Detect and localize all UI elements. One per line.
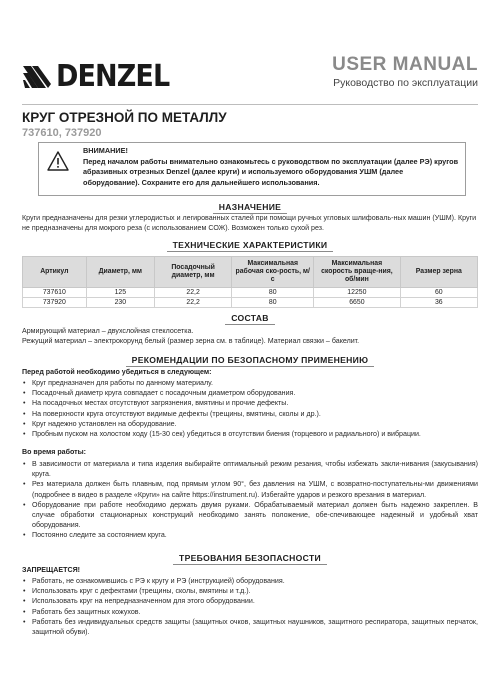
brand-logo bbox=[22, 59, 182, 94]
before-work-list bbox=[22, 378, 478, 439]
composition-heading-text: СОСТАВ bbox=[225, 313, 275, 325]
list-item: • Рез материала должен быть плавным, под прямым углом 90°, без давления на УШМ, с возвратно-поступательны-ми движениями (подробнее в видео в разделе «Круги» на сайте https://instrument.ru). Избегайте ударов и резкого врезания в материал. bbox=[22, 479, 478, 499]
list-item: • Работать без защитных кожухов. bbox=[22, 607, 478, 617]
specs-table bbox=[22, 256, 478, 308]
warning-box bbox=[38, 142, 466, 196]
list-item: • Работать, не ознакомившись с РЭ к кругу и РЭ (инструкцией) оборудования. bbox=[22, 576, 478, 586]
list-item: • Посадочный диаметр круга совпадает с посадочным диаметром оборудования. bbox=[22, 388, 478, 398]
manual-subtitle: Руководство по эксплуатации bbox=[333, 77, 478, 89]
table-cell: 60 bbox=[400, 288, 477, 298]
purpose-text: Круги предназначены для резки углеродистых и легированных сталей при помощи ручных угловых шлифоваль-ных машин (УШМ). Круги не предназначены для мокрого реза (с использованием СОЖ). Возможен только сухой рез. bbox=[22, 214, 477, 232]
warning-text-block bbox=[83, 146, 459, 188]
purpose-heading-text: НАЗНАЧЕНИЕ bbox=[213, 202, 287, 214]
document-header bbox=[22, 40, 478, 100]
list-item: • Работать без индивидуальных средств защиты (защитных очков, защитных наушников, защитного респиратора, защитных перчаток, защитной обуви). bbox=[22, 617, 478, 637]
denzel-logo-mark bbox=[22, 62, 52, 92]
safety-heading-text: РЕКОМЕНДАЦИИ ПО БЕЗОПАСНОМУ ПРИМЕНЕНИЮ bbox=[126, 355, 375, 367]
table-cell: 80 bbox=[232, 288, 314, 298]
list-item: • Использовать круг с дефектами (трещины, сколы, вмятины и т.д.). bbox=[22, 586, 478, 596]
col-header: Посадочный диаметр, мм bbox=[154, 257, 231, 288]
list-item: • На поверхности круга отсутствуют видимые дефекты (трещины, вмятины, сколы и др.). bbox=[22, 409, 478, 419]
warning-body: Перед началом работы внимательно ознакомьтесь с руководством по эксплуатации (далее РЭ) кругов абразивных отрезных Denzel (далее круги) и используемого оборудования УШМ (далее оборудование). Сохраните его для дальнейшего использования. bbox=[83, 156, 459, 187]
table-cell: 230 bbox=[86, 298, 154, 308]
col-header: Максимальная скорость враще-ния, об/мин bbox=[314, 257, 400, 288]
list-item: • Оборудование при работе необходимо держать двумя руками. Обрабатываемый материал должен быть надежно закреплен. В случае обработки стационарных конструкций необходимо занять положение, обе-спечивающее надежный и удобный хват оборудования. bbox=[22, 500, 478, 531]
table-cell: 737610 bbox=[23, 288, 87, 298]
table-cell: 737920 bbox=[23, 298, 87, 308]
warning-triangle-icon bbox=[47, 151, 69, 171]
prohibited-list bbox=[22, 576, 478, 637]
during-work-title: Во время работы: bbox=[22, 448, 87, 456]
table-cell: 12250 bbox=[314, 288, 400, 298]
product-articles: 737610, 737920 bbox=[22, 127, 102, 139]
logo-wordmark: DENZEL bbox=[56, 59, 170, 94]
table-cell: 36 bbox=[400, 298, 477, 308]
list-item: • Использовать круг на непредназначенном для этого оборудовании. bbox=[22, 596, 478, 606]
list-item: • Круг предназначен для работы по данному материалу. bbox=[22, 378, 478, 388]
list-item: • Пробным пуском на холостом ходу (15-30 сек) убедиться в отсутствии биения (торцевого и радиального) и вибрации. bbox=[22, 429, 478, 439]
list-item: • В зависимости от материала и типа изделия выбирайте оптимальный режим резания, чтобы избежать закли-нивания (закусывания) круга. bbox=[22, 459, 478, 479]
list-item: • На посадочных местах отсутствуют загрязнения, вмятины и прочие дефекты. bbox=[22, 398, 478, 408]
composition-heading bbox=[22, 313, 478, 325]
during-work-list bbox=[22, 459, 478, 541]
requirements-heading bbox=[22, 553, 478, 565]
col-header: Артикул bbox=[23, 257, 87, 288]
col-header: Диаметр, мм bbox=[86, 257, 154, 288]
table-cell: 22,2 bbox=[154, 288, 231, 298]
manual-title-block bbox=[332, 54, 478, 89]
specs-header-row bbox=[23, 257, 478, 288]
before-work-title: Перед работой необходимо убедиться в следующем: bbox=[22, 368, 212, 376]
composition-line: Режущий материал – электрокорунд белый (размер зерна см. в таблице). Материал связки – бакелит. bbox=[22, 337, 360, 345]
composition-line: Армирующий материал – двухслойная стеклосетка. bbox=[22, 327, 194, 335]
table-cell: 80 bbox=[232, 298, 314, 308]
prohibited-title: ЗАПРЕЩАЕТСЯ! bbox=[22, 566, 81, 574]
warning-heading: ВНИМАНИЕ! bbox=[83, 146, 128, 155]
specs-heading bbox=[22, 240, 478, 252]
header-divider bbox=[22, 104, 478, 105]
col-header: Размер зерна bbox=[400, 257, 477, 288]
table-cell: 6650 bbox=[314, 298, 400, 308]
safety-heading bbox=[22, 355, 478, 367]
table-row bbox=[23, 298, 478, 308]
list-item: • Круг надежно установлен на оборудование. bbox=[22, 419, 478, 429]
specs-heading-text: ТЕХНИЧЕСКИЕ ХАРАКТЕРИСТИКИ bbox=[167, 240, 334, 252]
requirements-heading-text: ТРЕБОВАНИЯ БЕЗОПАСНОСТИ bbox=[173, 553, 327, 565]
col-header: Максимальная рабочая ско-рость, м/с bbox=[232, 257, 314, 288]
table-cell: 125 bbox=[86, 288, 154, 298]
manual-title: USER MANUAL bbox=[332, 54, 478, 75]
product-title: КРУГ ОТРЕЗНОЙ ПО МЕТАЛЛУ bbox=[22, 110, 227, 125]
table-cell: 22,2 bbox=[154, 298, 231, 308]
list-item: • Постоянно следите за состоянием круга. bbox=[22, 530, 478, 540]
table-row bbox=[23, 288, 478, 298]
